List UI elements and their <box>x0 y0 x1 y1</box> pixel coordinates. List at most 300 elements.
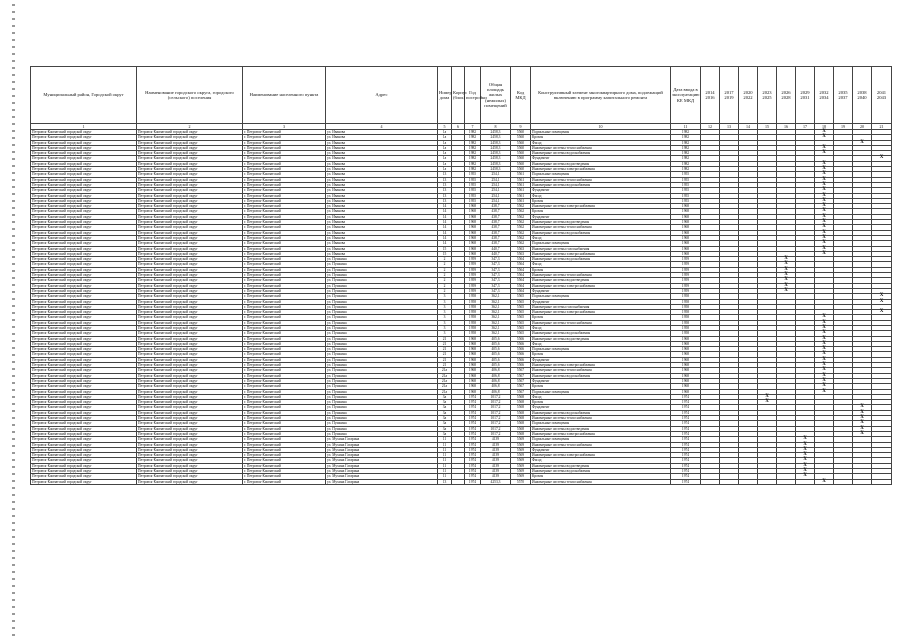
table-cell: 1982 <box>465 167 481 172</box>
table-cell: Петровск-Камчатский городской округ <box>137 204 243 209</box>
table-cell: 362,1 <box>481 304 511 309</box>
table-cell: 5564 <box>511 257 531 262</box>
table-cell: г. Петровск-Камчатский <box>243 161 326 166</box>
repair-mark: X <box>815 363 834 368</box>
table-cell: Инженерные системы водоснабжения <box>531 373 671 378</box>
table-cell: г. Петровск-Камчатский <box>243 167 326 172</box>
table-cell: 5561 <box>511 182 531 187</box>
table-cell: ул. Мухина Гагарина <box>326 442 438 447</box>
table-cell: 3 <box>438 299 452 304</box>
table-cell: 4139 <box>481 437 511 442</box>
table-row <box>31 479 892 484</box>
table-cell: ул. Пушкина <box>326 262 438 267</box>
table-cell: 1974 <box>671 421 701 426</box>
table-cell: 405,6 <box>481 347 511 352</box>
table-cell: г. Петровск-Камчатский <box>243 251 326 256</box>
table-cell: 21 <box>438 341 452 346</box>
table-cell: ул. Иванова <box>326 198 438 203</box>
table-cell: 5563 <box>511 246 531 251</box>
repair-mark: X <box>815 352 834 357</box>
table-cell: 1974 <box>465 431 481 436</box>
table-cell: Петровск-Камчатский городской округ <box>137 368 243 373</box>
table-cell: Инженерные системы газоснабжения <box>531 304 671 309</box>
table-cell: ул. Пушкина <box>326 325 438 330</box>
table-cell: 1982 <box>671 135 701 140</box>
table-cell: 1955 <box>671 182 701 187</box>
table-cell: Инженерные системы водоснабжения <box>531 257 671 262</box>
repair-mark: X <box>815 198 834 203</box>
table-cell: 5564 <box>511 267 531 272</box>
table-cell: г. Петровск-Камчатский <box>243 325 326 330</box>
table-cell: 1974 <box>671 431 701 436</box>
table-cell: 1959 <box>465 262 481 267</box>
table-cell: Подвальные помещения <box>531 294 671 299</box>
table-cell: 1974 <box>465 479 481 484</box>
table-cell: Петровск-Камчатский городской округ <box>31 209 137 214</box>
table-cell: Петровск-Камчатский городской округ <box>31 177 137 182</box>
table-cell: г. Петровск-Камчатский <box>243 437 326 442</box>
table-cell: 1968 <box>671 373 701 378</box>
table-cell: 1974 <box>465 463 481 468</box>
table-cell: 405,6 <box>481 336 511 341</box>
table-cell: Петровск-Камчатский городской округ <box>137 421 243 426</box>
table-cell: Петровск-Камчатский городской округ <box>137 458 243 463</box>
table-cell: 1017,2 <box>481 421 511 426</box>
table-cell: 11 <box>438 437 452 442</box>
repair-mark: X <box>815 241 834 246</box>
table-cell: г. Петровск-Камчатский <box>243 135 326 140</box>
table-cell: Инженерные системы электроснабжения <box>531 431 671 436</box>
table-cell: Петровск-Камчатский городской округ <box>137 241 243 246</box>
table-cell: Петровск-Камчатский городской округ <box>31 378 137 383</box>
table-cell: ул. Иванова <box>326 225 438 230</box>
repair-mark: X <box>758 400 777 405</box>
repair-mark: X <box>872 310 892 315</box>
table-cell: 1а <box>438 130 452 135</box>
table-cell: Петровск-Камчатский городской округ <box>31 400 137 405</box>
table-cell: Петровск-Камчатский городской округ <box>31 262 137 267</box>
table-cell: Петровск-Камчатский городской округ <box>137 410 243 415</box>
repair-mark: X <box>815 235 834 240</box>
table-cell: Инженерные системы электроснабжения <box>531 204 671 209</box>
repair-mark: X <box>796 469 815 474</box>
table-cell: 438,7 <box>481 214 511 219</box>
table-cell: г. Петровск-Камчатский <box>243 416 326 421</box>
table-cell: Петровск-Камчатский городской округ <box>31 469 137 474</box>
table-cell: 2458,3 <box>481 151 511 156</box>
table-cell: 1959 <box>671 283 701 288</box>
table-cell: 1968 <box>465 368 481 373</box>
table-cell: 1958 <box>465 315 481 320</box>
table-cell: Петровск-Камчатский городской округ <box>137 230 243 235</box>
table-cell: 13 <box>438 193 452 198</box>
table-cell: Петровск-Камчатский городской округ <box>137 341 243 346</box>
column-header: Год постройки <box>465 67 481 124</box>
table-cell: Петровск-Камчатский городской округ <box>137 442 243 447</box>
table-cell: г. Петровск-Камчатский <box>243 431 326 436</box>
table-cell: Петровск-Камчатский городской округ <box>31 368 137 373</box>
table-cell: 5562 <box>511 225 531 230</box>
table-cell: 1958 <box>465 294 481 299</box>
table-cell: Инженерные системы электроснабжения <box>531 310 671 315</box>
period-cell <box>720 479 739 484</box>
table-cell: Петровск-Камчатский городской округ <box>137 209 243 214</box>
table-cell: Фасад <box>531 140 671 145</box>
repair-schedule-table <box>30 66 892 485</box>
table-cell: 1958 <box>671 325 701 330</box>
table-cell: 21 <box>438 357 452 362</box>
repair-mark: X <box>853 426 872 431</box>
repair-mark: X <box>815 172 834 177</box>
table-cell: 1968 <box>671 214 701 219</box>
table-cell: 1958 <box>671 299 701 304</box>
table-cell: Петровск-Камчатский городской округ <box>31 188 137 193</box>
table-cell: г. Петровск-Камчатский <box>243 262 326 267</box>
table-cell: 405,6 <box>481 352 511 357</box>
table-cell: Петровск-Камчатский городской округ <box>31 373 137 378</box>
table-cell: 3 <box>438 325 452 330</box>
repair-mark: X <box>815 209 834 214</box>
table-cell: ул. Пушкина <box>326 410 438 415</box>
table-cell: 3а <box>438 421 452 426</box>
table-cell: 1974 <box>465 469 481 474</box>
table-cell: 13 <box>438 188 452 193</box>
column-number: 9 <box>511 124 531 130</box>
table-cell: Петровск-Камчатский городской округ <box>31 299 137 304</box>
table-cell: 3 <box>438 315 452 320</box>
table-cell: г. Петровск-Камчатский <box>243 352 326 357</box>
table-cell: Инженерные системы теплоснабжения <box>531 320 671 325</box>
repair-mark: X <box>853 421 872 426</box>
table-cell: 347,3 <box>481 278 511 283</box>
table-cell: 11 <box>438 442 452 447</box>
table-cell: 1968 <box>465 384 481 389</box>
table-cell: г. Петровск-Камчатский <box>243 394 326 399</box>
table-cell: 5569 <box>511 463 531 468</box>
table-cell: 5568 <box>511 421 531 426</box>
table-cell: 4253,3 <box>481 479 511 484</box>
table-cell: Петровск-Камчатский городской округ <box>137 161 243 166</box>
table-cell: г. Петровск-Камчатский <box>243 182 326 187</box>
table-cell: 5560 <box>511 167 531 172</box>
table-cell: г. Петровск-Камчатский <box>243 357 326 362</box>
table-cell: ул. Иванова <box>326 140 438 145</box>
repair-mark: X <box>815 167 834 172</box>
table-cell: Петровск-Камчатский городской округ <box>31 251 137 256</box>
table-cell: 1968 <box>671 363 701 368</box>
column-header: 2032 2034 <box>815 67 834 124</box>
table-cell: 5560 <box>511 161 531 166</box>
table-cell: г. Петровск-Камчатский <box>243 198 326 203</box>
table-cell: ул. Иванова <box>326 130 438 135</box>
table-cell: 1958 <box>671 304 701 309</box>
table-cell: г. Петровск-Камчатский <box>243 193 326 198</box>
table-cell: г. Петровск-Камчатский <box>243 368 326 373</box>
table-cell: г. Петровск-Камчатский <box>243 156 326 161</box>
table-cell: 1982 <box>671 140 701 145</box>
table-cell: ул. Пушкина <box>326 283 438 288</box>
table-cell: г. Петровск-Камчатский <box>243 204 326 209</box>
table-cell: 14 <box>438 235 452 240</box>
table-cell: Фасад <box>531 341 671 346</box>
table-cell: 1968 <box>465 220 481 225</box>
table-body <box>31 130 892 485</box>
table-cell: 1958 <box>671 331 701 336</box>
table-cell: 1968 <box>465 341 481 346</box>
table-cell: ул. Пушкина <box>326 394 438 399</box>
table-cell: 1968 <box>671 230 701 235</box>
table-cell: Инженерные системы водоотведения <box>531 161 671 166</box>
table-cell: 3а <box>438 400 452 405</box>
table-cell: Петровск-Камчатский городской округ <box>137 431 243 436</box>
table-cell: 438,7 <box>481 235 511 240</box>
table-cell: 21а <box>438 373 452 378</box>
table-cell: 1974 <box>671 405 701 410</box>
table-cell: 1974 <box>465 474 481 479</box>
table-cell: 1968 <box>671 384 701 389</box>
table-cell: Инженерные системы водоснабжения <box>531 331 671 336</box>
table-cell: 5562 <box>511 230 531 235</box>
table-cell: 11 <box>438 447 452 452</box>
table-cell: Петровск-Камчатский городской округ <box>31 331 137 336</box>
table-cell: 1955 <box>671 177 701 182</box>
table-cell: Инженерные системы электроснабжения <box>531 167 671 172</box>
table-cell: 11 <box>438 474 452 479</box>
table-cell: г. Петровск-Камчатский <box>243 363 326 368</box>
column-number: 12 <box>701 124 720 130</box>
repair-mark: X <box>777 283 796 288</box>
table-cell: 1968 <box>671 241 701 246</box>
table-cell: 5565 <box>511 331 531 336</box>
table-cell: г. Петровск-Камчатский <box>243 347 326 352</box>
table-cell: ул. Иванова <box>326 235 438 240</box>
table-cell: 11 <box>438 463 452 468</box>
table-cell: г. Петровск-Камчатский <box>243 299 326 304</box>
table-cell: 1968 <box>671 209 701 214</box>
repair-mark: X <box>815 251 834 256</box>
table-cell: 5560 <box>511 145 531 150</box>
table-cell: г. Петровск-Камчатский <box>243 400 326 405</box>
table-cell: 5568 <box>511 400 531 405</box>
table-cell: Инженерные системы водоотведения <box>531 278 671 283</box>
table-cell: Инженерные системы теплоснабжения <box>531 368 671 373</box>
table-cell: Петровск-Камчатский городской округ <box>137 273 243 278</box>
table-cell: ул. Мухина Гагарина <box>326 447 438 452</box>
table-cell: Петровск-Камчатский городской округ <box>137 426 243 431</box>
table-cell: 1968 <box>671 389 701 394</box>
table-cell: Петровск-Камчатский городской округ <box>137 246 243 251</box>
table-cell: Кровля <box>531 400 671 405</box>
table-cell: Инженерные системы водоснабжения <box>531 230 671 235</box>
table-cell: Петровск-Камчатский городской округ <box>137 182 243 187</box>
table-cell: ул. Пушкина <box>326 273 438 278</box>
repair-mark: X <box>815 336 834 341</box>
table-cell: Инженерные системы теплоснабжения <box>531 225 671 230</box>
table-cell: Инженерные системы теплоснабжения <box>531 273 671 278</box>
table-cell: Петровск-Камчатский городской округ <box>31 347 137 352</box>
table-cell: Петровск-Камчатский городской округ <box>31 214 137 219</box>
table-cell: 21а <box>438 384 452 389</box>
table-cell: 5560 <box>511 140 531 145</box>
table-cell: 1982 <box>671 156 701 161</box>
table-cell: г. Петровск-Камчатский <box>243 241 326 246</box>
table-cell: ул. Пушкина <box>326 400 438 405</box>
table-cell: Фундамент <box>531 214 671 219</box>
repair-mark: X <box>815 177 834 182</box>
repair-mark: X <box>853 410 872 415</box>
table-cell: 13 <box>438 172 452 177</box>
table-cell: Петровск-Камчатский городской округ <box>31 474 137 479</box>
table-cell: 5564 <box>511 283 531 288</box>
table-cell: г. Петровск-Камчатский <box>243 225 326 230</box>
table-cell: 15 <box>438 251 452 256</box>
repair-mark: X <box>796 463 815 468</box>
period-cell <box>834 479 853 484</box>
table-cell: 1968 <box>671 352 701 357</box>
table-cell: Петровск-Камчатский городской округ <box>31 294 137 299</box>
table-cell: 254,1 <box>481 188 511 193</box>
table-cell: Петровск-Камчатский городской округ <box>31 325 137 330</box>
table-cell: Кровля <box>531 267 671 272</box>
repair-mark: X <box>815 357 834 362</box>
table-cell: 1а <box>438 167 452 172</box>
table-cell: Инженерные системы электроснабжения <box>531 283 671 288</box>
table-cell: ул. Иванова <box>326 182 438 187</box>
table-cell: 406,8 <box>481 368 511 373</box>
table-cell: ул. Иванова <box>326 151 438 156</box>
table-cell: Петровск-Камчатский городской округ <box>31 151 137 156</box>
table-cell: 4139 <box>481 469 511 474</box>
table-cell: Кровля <box>531 209 671 214</box>
table-cell: 405,6 <box>481 341 511 346</box>
table-cell: 5568 <box>511 405 531 410</box>
table-cell: Петровск-Камчатский городской округ <box>31 437 137 442</box>
table-cell: 3 <box>438 310 452 315</box>
column-header: 2038 2040 <box>853 67 872 124</box>
table-cell: Инженерные системы водоотведения <box>531 220 671 225</box>
table-cell: 1974 <box>671 469 701 474</box>
repair-mark: X <box>815 151 834 156</box>
table-cell: 1968 <box>465 352 481 357</box>
table-cell: 2458,3 <box>481 167 511 172</box>
table-cell: 3а <box>438 405 452 410</box>
table-cell: 347,3 <box>481 273 511 278</box>
table-cell: ул. Пушкина <box>326 384 438 389</box>
column-number: 16 <box>777 124 796 130</box>
column-header: 2023 2025 <box>758 67 777 124</box>
table-cell: Инженерные системы водоотведения <box>531 463 671 468</box>
table-cell: 1974 <box>671 410 701 415</box>
table-cell: Петровск-Камчатский городской округ <box>137 453 243 458</box>
table-cell: 1982 <box>671 167 701 172</box>
table-cell: 438,7 <box>481 209 511 214</box>
table-cell: Кровля <box>531 135 671 140</box>
table-cell: 406,8 <box>481 373 511 378</box>
table-cell: г. Петровск-Камчатский <box>243 469 326 474</box>
table-cell: 5565 <box>511 304 531 309</box>
table-cell: Петровск-Камчатский городской округ <box>31 257 137 262</box>
table-cell: ул. Мухина Гагарина <box>326 453 438 458</box>
table-cell: Петровск-Камчатский городской округ <box>31 416 137 421</box>
repair-mark: X <box>815 341 834 346</box>
table-cell: 1968 <box>465 389 481 394</box>
table-cell: 1959 <box>671 257 701 262</box>
repair-mark: X <box>815 347 834 352</box>
table-cell: 440,7 <box>481 251 511 256</box>
table-cell: 347,3 <box>481 262 511 267</box>
table-cell: 254,1 <box>481 182 511 187</box>
table-cell: Инженерные системы водоснабжения <box>531 410 671 415</box>
repair-mark: X <box>815 373 834 378</box>
table-cell: ул. Пушкина <box>326 357 438 362</box>
table-cell: Петровск-Камчатский городской округ <box>137 188 243 193</box>
table-cell: 2 <box>438 283 452 288</box>
table-cell: 1982 <box>671 161 701 166</box>
table-cell: ул. Иванова <box>326 204 438 209</box>
table-cell: 438,7 <box>481 230 511 235</box>
table-cell: 1а <box>438 135 452 140</box>
table-cell: 5568 <box>511 431 531 436</box>
table-cell: 438,7 <box>481 241 511 246</box>
table-cell: Петровск-Камчатский городской округ <box>137 384 243 389</box>
repair-mark: X <box>815 214 834 219</box>
table-cell: Петровск-Камчатский городской округ <box>31 426 137 431</box>
table-cell: Кровля <box>531 198 671 203</box>
table-cell: 1968 <box>671 204 701 209</box>
table-cell: 1974 <box>671 437 701 442</box>
repair-mark: X <box>872 156 892 161</box>
table-cell: Петровск-Камчатский городской округ <box>31 479 137 484</box>
table-cell: г. Петровск-Камчатский <box>243 474 326 479</box>
table-cell: г. Петровск-Камчатский <box>243 315 326 320</box>
column-header: 2020 2022 <box>739 67 758 124</box>
table-cell: г. Петровск-Камчатский <box>243 214 326 219</box>
table-cell: Петровск-Камчатский городской округ <box>31 220 137 225</box>
table-cell: 362,1 <box>481 331 511 336</box>
table-cell: ул. Пушкина <box>326 405 438 410</box>
table-cell: 5566 <box>511 347 531 352</box>
table-cell: 1982 <box>465 140 481 145</box>
table-cell: 1955 <box>671 172 701 177</box>
table-cell: 1974 <box>671 479 701 484</box>
table-cell: Петровск-Камчатский городской округ <box>31 389 137 394</box>
table-cell: Петровск-Камчатский городской округ <box>137 416 243 421</box>
repair-mark: X <box>777 262 796 267</box>
column-number: 4 <box>326 124 438 130</box>
table-cell: 1968 <box>465 225 481 230</box>
table-cell: Подвальные помещения <box>531 347 671 352</box>
table-cell: 347,3 <box>481 257 511 262</box>
table-cell: г. Петровск-Камчатский <box>243 378 326 383</box>
table-cell: ул. Иванова <box>326 214 438 219</box>
table-cell: 1974 <box>465 394 481 399</box>
period-cell <box>739 479 758 484</box>
table-cell: 1959 <box>465 267 481 272</box>
table-cell: ул. Пушкина <box>326 315 438 320</box>
table-cell: г. Петровск-Камчатский <box>243 188 326 193</box>
table-cell: 5567 <box>511 389 531 394</box>
table-cell: 1959 <box>465 278 481 283</box>
table-cell: Подвальные помещения <box>531 421 671 426</box>
table-cell: 5560 <box>511 135 531 140</box>
table-cell: Петровск-Камчатский городской округ <box>31 442 137 447</box>
table-cell: 1968 <box>671 341 701 346</box>
table-cell: Петровск-Камчатский городской округ <box>137 294 243 299</box>
table-cell: Подвальные помещения <box>531 172 671 177</box>
table-cell: Инженерные системы водоснабжения <box>531 469 671 474</box>
column-header: Наименование населенного пункта <box>243 67 326 124</box>
table-cell: 5569 <box>511 458 531 463</box>
